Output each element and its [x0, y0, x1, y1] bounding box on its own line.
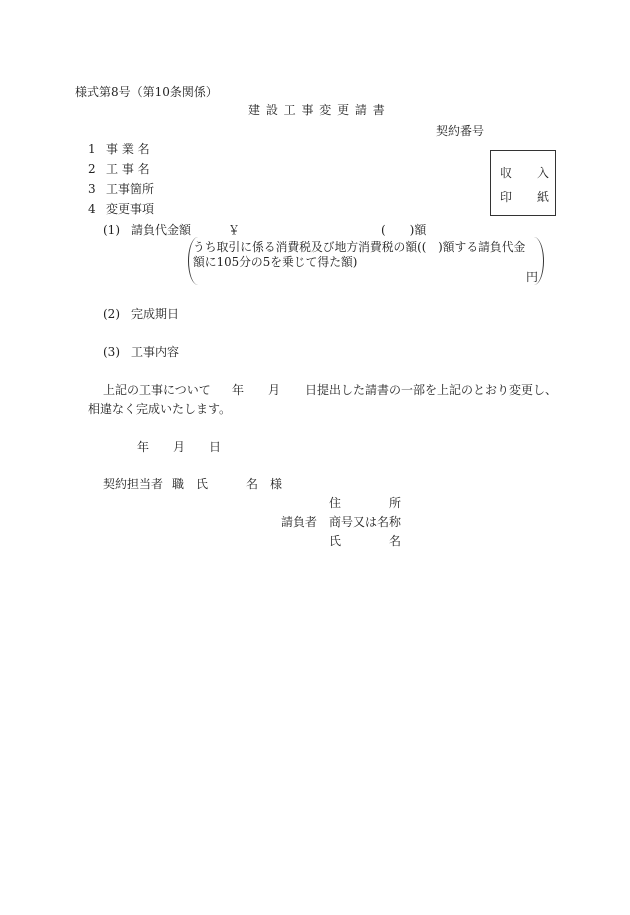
- form-header: 様式第8号（第10条関係）: [75, 85, 218, 99]
- contractor-name-a: 氏: [329, 534, 342, 548]
- statement-part1: 上記の工事について: [103, 383, 211, 397]
- item-label: 変更事項: [106, 202, 155, 216]
- item-number: 4: [88, 202, 96, 216]
- contractor-address-a: 住: [329, 496, 342, 510]
- stamp-char-1: 収: [500, 166, 513, 180]
- tax-text-line1: うち取引に係る消費税及び地方消費税の額(( )額する請負代金: [193, 240, 526, 254]
- date-year: 年: [137, 440, 150, 454]
- revenue-stamp-box: [490, 150, 556, 216]
- amount-suffix: ( )額: [381, 223, 427, 237]
- item-label: 事 業 名: [106, 142, 150, 156]
- date-day: 日: [209, 440, 222, 454]
- addressee-label: 契約担当者: [103, 477, 164, 491]
- stamp-char-2: 入: [537, 166, 550, 180]
- statement-line2: 相違なく完成いたします。: [88, 402, 232, 416]
- contractor-label: 請負者: [281, 515, 318, 529]
- sub3-number: (3): [103, 345, 120, 359]
- statement-month: 月: [268, 383, 281, 397]
- sub1-label: 請負代金額: [131, 223, 192, 237]
- contractor-name-b: 名: [389, 534, 402, 548]
- tax-unit: 円: [526, 270, 539, 284]
- stamp-char-4: 紙: [537, 190, 550, 204]
- document-title: 建 設 工 事 変 更 請 書: [248, 103, 386, 117]
- date-month: 月: [173, 440, 186, 454]
- item-number: 1: [88, 142, 96, 156]
- item-number: 3: [88, 182, 96, 196]
- tax-text-line2: 額に105分の5を乗じて得た額): [193, 255, 358, 269]
- item-label: 工事箇所: [106, 182, 155, 196]
- sub3-label: 工事内容: [131, 345, 180, 359]
- contractor-company: 商号又は名称: [329, 515, 402, 529]
- statement-year: 年: [232, 383, 245, 397]
- yen-sign: ￥: [228, 223, 241, 237]
- contractor-address-b: 所: [389, 496, 402, 510]
- item-label: 工 事 名: [106, 162, 150, 176]
- item-number: 2: [88, 162, 96, 176]
- sub2-label: 完成期日: [131, 307, 180, 321]
- sub2-number: (2): [103, 307, 120, 321]
- addressee-shi: 氏: [196, 477, 209, 491]
- addressee-shoku: 職: [172, 477, 185, 491]
- contract-number-label: 契約番号: [436, 124, 485, 138]
- addressee-mei: 名: [246, 477, 259, 491]
- statement-part2: 日提出した請書の一部を上記のとおり変更し、: [305, 383, 558, 397]
- stamp-char-3: 印: [500, 190, 513, 204]
- addressee-sama: 様: [270, 477, 283, 491]
- sub1-number: (1): [103, 223, 120, 237]
